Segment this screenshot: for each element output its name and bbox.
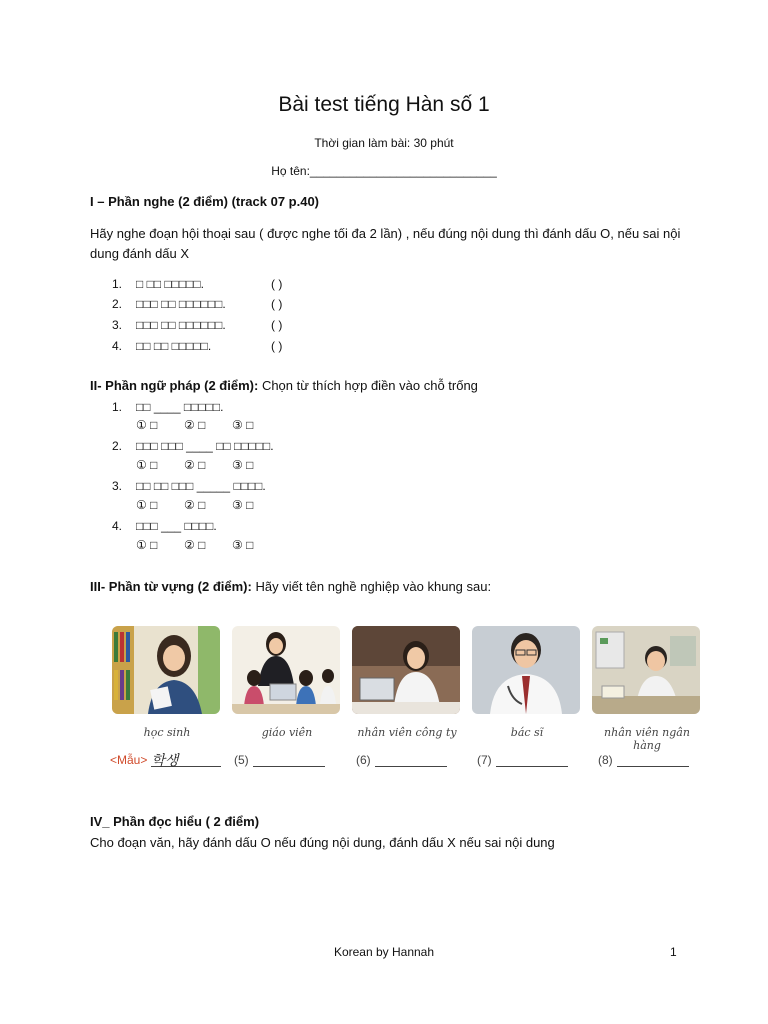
item-text: □□□ ___ □□□□. [136,519,217,533]
list-item [112,439,274,453]
job-card [112,624,222,774]
job-caption: nhân viên công ty [357,726,457,739]
answer-blank [375,752,447,767]
job-card [592,624,702,774]
job-card [472,624,582,774]
answer-label: (8) [598,753,613,767]
list-item [112,297,282,311]
job-answer [598,752,689,767]
answer-label: (5) [234,753,249,767]
item-number: 4. [112,519,123,533]
option-row [136,538,280,552]
job-card [352,624,462,774]
page-title: Bài test tiếng Hàn số 1 [278,93,490,116]
option-row [136,498,280,512]
option: ② □ [184,538,206,552]
item-text: □□ □□ □□□ _____ □□□□. [136,479,266,493]
list-item [112,400,223,414]
footer-text: Korean by Hannah [333,945,435,959]
name-line: Họ tên:____________________________ [271,164,497,178]
option: ② □ [184,418,206,432]
job-card [232,624,342,774]
item-number: 4. [112,339,123,353]
option: ② □ [184,458,206,472]
section2-title: II- Phần ngữ pháp (2 điểm): [90,378,259,393]
bank-clerk-photo [592,626,700,714]
item-number: 1. [112,400,123,414]
answer-mark: ( ) [271,277,283,291]
job-caption: nhân viên ngân hàng [604,726,690,752]
teacher-photo [232,626,340,714]
answer-mark: ( ) [271,297,283,311]
item-number: 2. [112,439,123,453]
sample-label: <Mẫu> [110,753,148,767]
answer-blank [496,752,568,767]
option: ③ □ [232,418,254,432]
option: ③ □ [232,458,254,472]
option: ① □ [136,538,158,552]
item-text: □□ ____ □□□□□. [136,400,224,414]
office-worker-photo [352,626,460,714]
sample-answer: 학생 [151,753,179,769]
list-item [112,277,282,291]
job-answer [110,752,221,767]
option: ① □ [136,498,158,512]
item-number: 1. [112,277,123,291]
option: ③ □ [232,538,254,552]
option: ① □ [136,458,158,472]
option: ① □ [136,418,158,432]
section1-instructions: Hãy nghe đoạn hội thoại sau ( được nghe tối đa 2 lần) , nếu đúng nội dung thì đánh dấu O, nếu sai nội dung đánh dấu X [90,226,681,261]
section2-instruction: Chọn từ thích hợp điền vào chỗ trống [261,378,478,393]
section3-instruction: Hãy viết tên nghề nghiệp vào khung sau: [255,579,492,594]
answer-mark: ( ) [271,318,283,332]
job-answer [356,752,447,767]
option: ② □ [184,498,206,512]
answer-blank [617,752,689,767]
list-item [112,479,266,493]
page-number: 1 [670,945,677,959]
option-row [136,418,280,432]
section4-heading: IV_ Phần đọc hiểu ( 2 điểm) [90,814,260,829]
job-caption: học sinh [143,726,191,739]
list-item [112,318,282,332]
answer-mark: ( ) [271,339,283,353]
job-caption: giáo viên [261,726,313,739]
option-row [136,458,280,472]
section2-heading [90,378,478,393]
student-photo [112,626,220,714]
item-text: □□ □□ □□□□□. [136,339,212,353]
item-text: □□□ □□ □□□□□□. [136,297,226,311]
item-text: □□□ □□□ ____ □□ □□□□□. [136,439,274,453]
item-number: 2. [112,297,123,311]
list-item [112,519,217,533]
job-answer [234,752,325,767]
time-limit: Thời gian làm bài: 30 phút [314,136,454,150]
item-text: □ □□ □□□□□. [136,277,204,291]
doctor-photo [472,626,580,714]
item-number: 3. [112,479,123,493]
section1-heading: I – Phần nghe (2 điểm) (track 07 p.40) [90,194,320,209]
answer-label: (6) [356,753,371,767]
answer-label: (7) [477,753,492,767]
section4-instruction: Cho đoạn văn, hãy đánh dấu O nếu đúng nội dung, đánh dấu X nếu sai nội dung [90,835,555,850]
job-caption: bác sĩ [510,726,544,739]
section3-heading [90,579,491,594]
section3-title: III- Phần từ vựng (2 điểm): [90,579,252,594]
answer-blank [253,752,325,767]
jobs-illustration [110,624,705,774]
list-item [112,339,282,353]
job-answer [477,752,568,767]
option: ③ □ [232,498,254,512]
item-number: 3. [112,318,123,332]
item-text: □□□ □□ □□□□□□. [136,318,226,332]
